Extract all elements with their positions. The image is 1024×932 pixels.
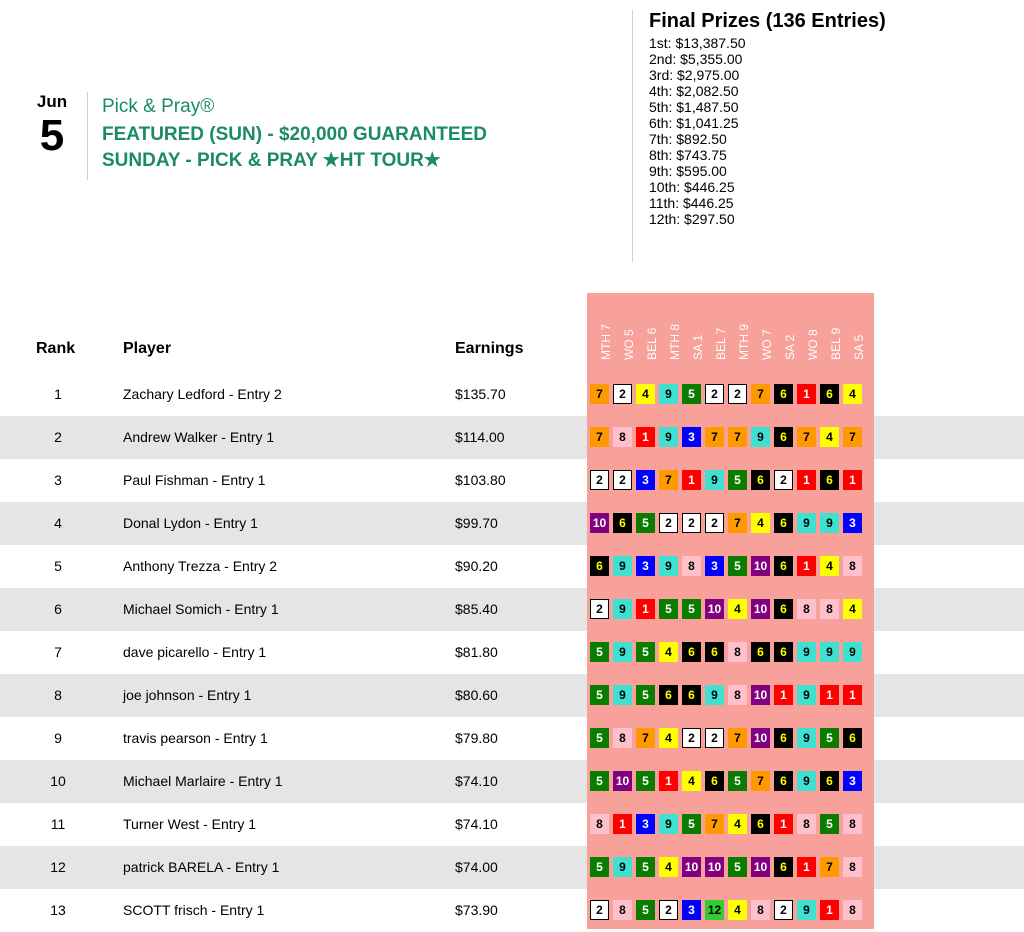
pick-cell: 4 (682, 771, 701, 791)
pick-cell: 2 (659, 900, 678, 920)
pick-cell: 5 (682, 814, 701, 834)
pick-cell: 9 (797, 900, 816, 920)
pick-cell: 9 (797, 513, 816, 533)
final-prizes-heading: Final Prizes (136 Entries) (649, 10, 886, 32)
player-name-cell[interactable]: travis pearson - Entry 1 (123, 730, 268, 746)
pick-cell: 1 (843, 470, 862, 490)
race-header-label: SA 2 (783, 334, 797, 360)
pick-cell: 6 (774, 728, 793, 748)
player-name-cell[interactable]: Donal Lydon - Entry 1 (123, 515, 258, 531)
pick-cell: 9 (613, 642, 632, 662)
pick-cell: 10 (751, 556, 770, 576)
pick-cell: 2 (682, 728, 701, 748)
pick-cell: 2 (728, 384, 747, 404)
pick-cell: 1 (797, 470, 816, 490)
pick-cell: 9 (820, 642, 839, 662)
pick-cell: 5 (590, 685, 609, 705)
pick-cell: 1 (797, 556, 816, 576)
race-header-label: BEL 9 (829, 327, 843, 360)
earnings-cell: $81.80 (455, 644, 498, 660)
pick-cell: 7 (659, 470, 678, 490)
pick-cell: 5 (590, 857, 609, 877)
race-header (820, 298, 843, 374)
race-header (751, 298, 774, 374)
player-name-cell[interactable]: Turner West - Entry 1 (123, 816, 257, 832)
pick-cell: 9 (613, 599, 632, 619)
race-header-label: WO 5 (622, 329, 636, 360)
pick-cell: 8 (751, 900, 770, 920)
contest-title-line-1: FEATURED (SUN) - $20,000 GUARANTEED (102, 124, 487, 145)
pick-cell: 2 (705, 513, 724, 533)
pick-cell: 9 (659, 556, 678, 576)
race-header-label: SA 5 (852, 334, 866, 360)
pick-cell: 2 (659, 513, 678, 533)
contest-brand: Pick & Pray® (102, 96, 215, 117)
race-header (705, 298, 728, 374)
race-header-label: BEL 6 (645, 327, 659, 360)
date-divider (87, 92, 88, 180)
pick-cell: 8 (728, 642, 747, 662)
race-header-label: SA 1 (691, 334, 705, 360)
pick-cell: 7 (820, 857, 839, 877)
pick-cell: 3 (636, 556, 655, 576)
pick-cell: 7 (728, 513, 747, 533)
pick-cell: 6 (774, 556, 793, 576)
pick-cell: 2 (705, 728, 724, 748)
pick-cell: 2 (590, 900, 609, 920)
pick-cell: 1 (797, 857, 816, 877)
earnings-cell: $99.70 (455, 515, 498, 531)
pick-cell: 1 (613, 814, 632, 834)
pick-cell: 6 (751, 642, 770, 662)
earnings-cell: $74.10 (455, 816, 498, 832)
rank-cell: 5 (54, 558, 62, 574)
pick-cell: 2 (613, 384, 632, 404)
pick-cell: 6 (774, 771, 793, 791)
rank-cell: 11 (50, 816, 66, 832)
pick-cell: 10 (613, 771, 632, 791)
rank-cell: 13 (50, 902, 66, 918)
pick-cell: 5 (659, 599, 678, 619)
pick-cell: 9 (659, 814, 678, 834)
pick-cell: 6 (682, 642, 701, 662)
rank-cell: 10 (50, 773, 66, 789)
pick-cell: 8 (613, 900, 632, 920)
pick-cell: 5 (590, 728, 609, 748)
pick-cell: 5 (728, 771, 747, 791)
race-header-label: WO 7 (760, 329, 774, 360)
pick-cell: 1 (636, 427, 655, 447)
pick-cell: 6 (705, 771, 724, 791)
pick-cell: 4 (751, 513, 770, 533)
pick-cell: 2 (774, 900, 793, 920)
pick-cell: 1 (659, 771, 678, 791)
pick-cell: 5 (820, 728, 839, 748)
race-header-label: MTH 8 (668, 324, 682, 360)
player-name-cell[interactable]: Andrew Walker - Entry 1 (123, 429, 275, 445)
prize-item: 2nd: $5,355.00 (649, 51, 743, 67)
pick-cell: 5 (682, 599, 701, 619)
prize-item: 1st: $13,387.50 (649, 35, 746, 51)
prize-item: 7th: $892.50 (649, 131, 727, 147)
earnings-cell: $73.90 (455, 902, 498, 918)
pick-cell: 5 (820, 814, 839, 834)
pick-cell: 8 (590, 814, 609, 834)
race-header (774, 298, 797, 374)
event-date (20, 92, 84, 158)
pick-cell: 7 (705, 814, 724, 834)
pick-cell: 1 (820, 900, 839, 920)
pick-cell: 7 (705, 427, 724, 447)
pick-cell: 8 (843, 900, 862, 920)
earnings-cell: $90.20 (455, 558, 498, 574)
earnings-cell: $135.70 (455, 386, 506, 402)
pick-cell: 10 (751, 685, 770, 705)
pick-cell: 5 (590, 642, 609, 662)
pick-cell: 7 (751, 771, 770, 791)
pick-cell: 5 (636, 513, 655, 533)
pick-cell: 6 (820, 470, 839, 490)
pick-cell: 2 (682, 513, 701, 533)
pick-cell: 6 (843, 728, 862, 748)
pick-cell: 9 (797, 685, 816, 705)
pick-cell: 2 (590, 599, 609, 619)
pick-cell: 6 (705, 642, 724, 662)
earnings-cell: $85.40 (455, 601, 498, 617)
pick-cell: 7 (797, 427, 816, 447)
pick-cell: 8 (728, 685, 747, 705)
prize-item: 9th: $595.00 (649, 163, 727, 179)
pick-cell: 7 (636, 728, 655, 748)
prize-item: 11th: $446.25 (649, 195, 734, 211)
pick-cell: 8 (613, 427, 632, 447)
pick-cell: 6 (774, 384, 793, 404)
pick-cell: 10 (751, 728, 770, 748)
prize-item: 4th: $2,082.50 (649, 83, 739, 99)
pick-cell: 9 (613, 685, 632, 705)
pick-cell: 9 (797, 771, 816, 791)
earnings-column-header[interactable]: Earnings (455, 340, 524, 357)
player-name-cell[interactable]: dave picarello - Entry 1 (123, 644, 267, 660)
pick-cell: 9 (843, 642, 862, 662)
pick-cell: 9 (613, 556, 632, 576)
pick-cell: 8 (843, 857, 862, 877)
pick-cell: 4 (659, 857, 678, 877)
race-header (682, 298, 705, 374)
race-header-label: BEL 7 (714, 327, 728, 360)
player-name-cell[interactable]: Michael Somich - Entry 1 (123, 601, 279, 617)
pick-cell: 10 (751, 599, 770, 619)
pick-cell: 6 (613, 513, 632, 533)
pick-cell: 6 (682, 685, 701, 705)
pick-cell: 8 (843, 556, 862, 576)
pick-cell: 3 (843, 513, 862, 533)
pick-cell: 7 (728, 427, 747, 447)
pick-cell: 2 (613, 470, 632, 490)
pick-cell: 10 (751, 857, 770, 877)
race-header (590, 298, 613, 374)
rank-cell: 12 (50, 859, 66, 875)
pick-cell: 7 (843, 427, 862, 447)
race-header (659, 298, 682, 374)
pick-cell: 9 (659, 427, 678, 447)
earnings-cell: $80.60 (455, 687, 498, 703)
player-name-cell[interactable]: Paul Fishman - Entry 1 (123, 472, 266, 488)
prize-item: 3rd: $2,975.00 (649, 67, 740, 83)
pick-cell: 6 (774, 857, 793, 877)
prize-list (649, 35, 886, 227)
pick-cell: 6 (820, 771, 839, 791)
pick-cell: 1 (636, 599, 655, 619)
pick-cell: 1 (774, 814, 793, 834)
event-day: 5 (39, 111, 65, 160)
race-header (636, 298, 659, 374)
event-month: Jun (36, 92, 68, 111)
player-name-cell[interactable]: joe johnson - Entry 1 (123, 687, 252, 703)
prize-item: 6th: $1,041.25 (649, 115, 739, 131)
pick-cell: 3 (843, 771, 862, 791)
race-header (613, 298, 636, 374)
pick-cell: 1 (682, 470, 701, 490)
pick-cell: 5 (636, 857, 655, 877)
pick-cell: 4 (820, 556, 839, 576)
pick-cell: 12 (705, 900, 724, 920)
rank-cell: 2 (54, 429, 62, 445)
rank-cell: 8 (54, 687, 62, 703)
pick-cell: 6 (774, 513, 793, 533)
pick-cell: 4 (659, 642, 678, 662)
pick-cell: 8 (843, 814, 862, 834)
pick-cell: 2 (590, 470, 609, 490)
pick-cell: 1 (843, 685, 862, 705)
pick-cell: 2 (774, 470, 793, 490)
rank-cell: 9 (54, 730, 62, 746)
pick-cell: 6 (774, 427, 793, 447)
pick-cell: 3 (636, 470, 655, 490)
race-header-label: MTH 7 (599, 324, 613, 360)
pick-cell: 6 (774, 642, 793, 662)
race-header (728, 298, 751, 374)
pick-cell: 4 (728, 814, 747, 834)
pick-cell: 7 (590, 384, 609, 404)
rank-cell: 6 (54, 601, 62, 617)
race-header (843, 298, 866, 374)
pick-cell: 3 (682, 427, 701, 447)
rank-cell: 7 (54, 644, 62, 660)
player-name-cell[interactable]: Anthony Trezza - Entry 2 (123, 558, 278, 574)
pick-cell: 5 (636, 771, 655, 791)
earnings-cell: $114.00 (455, 429, 505, 445)
pick-cell: 4 (659, 728, 678, 748)
contest-title-line-2: SUNDAY - PICK & PRAY ★HT TOUR★ (102, 150, 441, 171)
pick-cell: 6 (820, 384, 839, 404)
player-name-cell[interactable]: SCOTT frisch - Entry 1 (123, 902, 265, 918)
rank-cell: 4 (54, 515, 62, 531)
pick-cell: 9 (613, 857, 632, 877)
earnings-cell: $79.80 (455, 730, 498, 746)
pick-cell: 8 (797, 814, 816, 834)
pick-cell: 2 (705, 384, 724, 404)
pick-cell: 4 (820, 427, 839, 447)
pick-cell: 5 (636, 642, 655, 662)
pick-cell: 4 (728, 599, 747, 619)
pick-cell: 8 (682, 556, 701, 576)
prize-item: 5th: $1,487.50 (649, 99, 739, 115)
pick-cell: 1 (774, 685, 793, 705)
pick-cell: 8 (613, 728, 632, 748)
pick-cell: 3 (682, 900, 701, 920)
player-name-cell[interactable]: Zachary Ledford - Entry 2 (123, 386, 282, 402)
pick-cell: 5 (590, 771, 609, 791)
pick-cell: 10 (682, 857, 701, 877)
pick-cell: 7 (590, 427, 609, 447)
race-header-label: MTH 9 (737, 324, 751, 360)
player-column-header[interactable]: Player (123, 340, 172, 357)
pick-cell: 8 (797, 599, 816, 619)
pick-cell: 6 (751, 814, 770, 834)
pick-cell: 5 (636, 900, 655, 920)
pick-cell: 9 (705, 685, 724, 705)
pick-cell: 5 (728, 470, 747, 490)
race-header (797, 298, 820, 374)
pick-cell: 1 (820, 685, 839, 705)
pick-cell: 5 (728, 556, 747, 576)
earnings-cell: $103.80 (455, 472, 506, 488)
pick-cell: 10 (705, 599, 724, 619)
pick-cell: 10 (705, 857, 724, 877)
pick-cell: 7 (728, 728, 747, 748)
pick-cell: 9 (820, 513, 839, 533)
prize-item: 10th: $446.25 (649, 179, 735, 195)
prize-item: 12th: $297.50 (649, 211, 735, 227)
pick-cell: 4 (728, 900, 747, 920)
pick-cell: 5 (636, 685, 655, 705)
rank-cell: 3 (54, 472, 62, 488)
pick-cell: 9 (797, 728, 816, 748)
pick-cell: 7 (751, 384, 770, 404)
earnings-cell: $74.00 (455, 859, 498, 875)
pick-cell: 6 (659, 685, 678, 705)
pick-cell: 8 (820, 599, 839, 619)
contest-title (102, 96, 487, 174)
pick-cell: 5 (728, 857, 747, 877)
pick-cell: 4 (843, 599, 862, 619)
player-name-cell[interactable]: patrick BARELA - Entry 1 (123, 859, 280, 875)
pick-cell: 9 (751, 427, 770, 447)
pick-cell: 9 (705, 470, 724, 490)
race-header-label: WO 8 (806, 329, 820, 360)
pick-cell: 9 (659, 384, 678, 404)
pick-cell: 6 (751, 470, 770, 490)
rank-cell: 1 (54, 386, 62, 402)
pick-cell: 3 (705, 556, 724, 576)
final-prizes-panel (632, 10, 886, 262)
pick-cell: 1 (797, 384, 816, 404)
pick-cell: 4 (636, 384, 655, 404)
pick-cell: 5 (682, 384, 701, 404)
pick-cell: 9 (797, 642, 816, 662)
player-name-cell[interactable]: Michael Marlaire - Entry 1 (123, 773, 283, 789)
pick-cell: 6 (774, 599, 793, 619)
earnings-cell: $74.10 (455, 773, 498, 789)
pick-cell: 10 (590, 513, 609, 533)
pick-cell: 4 (843, 384, 862, 404)
pick-cell: 3 (636, 814, 655, 834)
prize-item: 8th: $743.75 (649, 147, 727, 163)
rank-column-header[interactable]: Rank (36, 340, 76, 357)
pick-cell: 6 (590, 556, 609, 576)
